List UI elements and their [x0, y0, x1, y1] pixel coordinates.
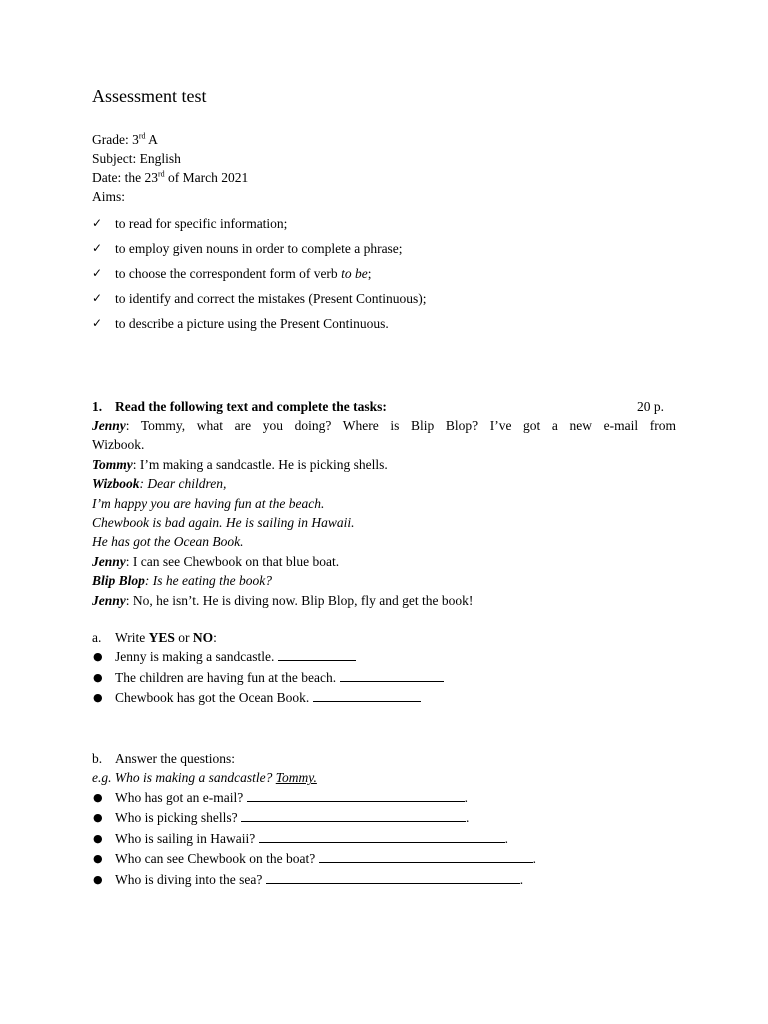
dialogue-line	[92, 474, 676, 493]
aim-item	[92, 286, 427, 311]
grade-class: A	[145, 132, 158, 147]
dialogue-line	[92, 552, 676, 571]
question-text: Who is picking shells?	[115, 810, 241, 826]
bullet-icon: ●	[93, 852, 103, 866]
list-item	[92, 788, 676, 809]
task-b-list	[92, 788, 676, 891]
question-text: Who is diving into the sea?	[115, 871, 266, 887]
grade-label: Grade: 3	[92, 132, 139, 147]
statement-text: Chewbook has got the Ocean Book.	[115, 690, 313, 706]
aim-emphasis: to be	[341, 266, 368, 281]
date-rest: of March 2021	[164, 170, 249, 185]
question-end: .	[519, 871, 524, 887]
answer-blank[interactable]	[278, 648, 356, 661]
section-number: 1.	[92, 399, 103, 414]
example-line	[92, 768, 676, 787]
aim-text-end: ;	[367, 266, 372, 281]
aim-text: to read for specific information;	[115, 216, 288, 231]
bullet-icon: ●	[93, 811, 103, 825]
speaker-name: Tommy	[92, 456, 133, 472]
task-a-instruction	[92, 628, 676, 647]
aim-item	[92, 311, 427, 336]
speaker-name: Blip Blop	[92, 573, 145, 589]
dialogue-text: : I’m making a sandcastle. He is picking shells.	[132, 456, 388, 472]
question-end: .	[464, 789, 468, 805]
bullet-icon: ●	[93, 650, 103, 664]
answer-blank[interactable]	[247, 789, 465, 802]
question-end: .	[504, 830, 508, 846]
no-keyword: NO	[192, 630, 214, 645]
question-text: Who can see Chewbook on the boat?	[115, 851, 319, 867]
question-end: .	[532, 851, 536, 867]
instruction-text: Write	[115, 630, 149, 645]
email-line: I’m happy you are having fun at the beach.	[92, 495, 325, 511]
email-line: Chewbook is bad again. He is sailing in Hawaii.	[92, 515, 355, 531]
task-b	[92, 749, 676, 890]
dialogue-line: Wizbook.	[92, 437, 145, 453]
list-item	[92, 808, 676, 829]
check-icon: ✓	[92, 316, 103, 330]
question-end: .	[465, 810, 470, 826]
statement-text: Jenny is making a sandcastle.	[115, 649, 278, 665]
bullet-icon: ●	[93, 670, 103, 684]
dialogue-text: : I can see Chewbook on that blue boat.	[125, 553, 340, 569]
section-heading-text: Read the following text and complete the tasks:	[115, 399, 387, 414]
section-1-heading	[92, 397, 676, 416]
instruction-text: or	[174, 630, 193, 645]
task-letter: a.	[92, 630, 102, 645]
aims-list	[92, 211, 427, 336]
task-letter: b.	[92, 751, 103, 766]
answer-blank[interactable]	[259, 830, 505, 843]
dialogue-line	[92, 455, 676, 474]
bullet-icon: ●	[93, 872, 103, 886]
yes-keyword: YES	[148, 630, 175, 645]
aim-item	[92, 211, 427, 236]
list-item	[92, 647, 676, 668]
bullet-icon: ●	[93, 691, 103, 705]
aims-label: Aims:	[92, 189, 126, 204]
aim-text: to identify and correct the mistakes (Present Continuous);	[115, 291, 427, 306]
date-superscript: rd	[157, 169, 165, 179]
answer-blank[interactable]	[266, 871, 520, 884]
answer-blank[interactable]	[241, 809, 466, 822]
check-icon: ✓	[92, 291, 103, 305]
instruction-text: Answer the questions:	[115, 751, 235, 766]
aim-item	[92, 261, 427, 286]
instruction-text: :	[213, 630, 217, 645]
list-item	[92, 870, 676, 891]
test-info	[92, 130, 248, 206]
date-label: Date: the 23	[92, 170, 158, 185]
grade-superscript: rd	[138, 131, 146, 141]
example-answer: Tommy.	[275, 770, 317, 786]
page-title: Assessment test	[92, 86, 207, 106]
list-item	[92, 849, 676, 870]
aim-text: to choose the correspondent form of verb	[115, 266, 342, 281]
check-icon: ✓	[92, 216, 103, 230]
dialogue-text: : Is he eating the book?	[144, 573, 272, 589]
aim-text: to employ given nouns in order to complete a phrase;	[115, 241, 403, 256]
subject-line: Subject: English	[92, 151, 181, 166]
aim-item	[92, 236, 427, 261]
task-b-instruction	[92, 749, 676, 768]
list-item	[92, 668, 676, 689]
speaker-name: Jenny	[92, 592, 126, 608]
dialogue-line	[92, 416, 676, 435]
statement-text: The children are having fun at the beach.	[115, 669, 340, 685]
check-icon: ✓	[92, 266, 103, 280]
answer-blank[interactable]	[319, 850, 533, 863]
task-a	[92, 628, 676, 709]
dialogue-line	[92, 591, 676, 610]
aim-text: to describe a picture using the Present Continuous.	[115, 316, 389, 331]
bullet-icon: ●	[93, 790, 103, 804]
email-line: He has got the Ocean Book.	[92, 534, 244, 550]
example-question: e.g. Who is making a sandcastle?	[92, 770, 276, 786]
dialogue-text: : Tommy, what are you doing? Where is Blip Blop? I’ve got a new e-mail from	[125, 418, 676, 433]
question-text: Who is sailing in Hawaii?	[115, 830, 259, 846]
dialogue-text: : Dear children,	[139, 476, 227, 492]
dialogue-text: : No, he isn’t. He is diving now. Blip Blop, fly and get the book!	[125, 592, 474, 608]
task-a-list	[92, 647, 676, 709]
section-points: 20 p.	[637, 399, 664, 414]
dialogue-line	[92, 571, 676, 590]
speaker-name: Jenny	[92, 418, 126, 433]
section-1-title	[92, 397, 387, 416]
bullet-icon: ●	[93, 831, 103, 845]
speaker-name: Wizbook	[92, 476, 140, 492]
answer-blank[interactable]	[340, 669, 444, 682]
list-item	[92, 688, 676, 709]
speaker-name: Jenny	[92, 553, 126, 569]
check-icon: ✓	[92, 241, 103, 255]
grade-line	[92, 130, 248, 149]
list-item	[92, 829, 676, 850]
question-text: Who has got an e-mail?	[115, 789, 247, 805]
date-line	[92, 168, 248, 187]
section-1	[92, 397, 676, 610]
answer-blank[interactable]	[313, 689, 421, 702]
